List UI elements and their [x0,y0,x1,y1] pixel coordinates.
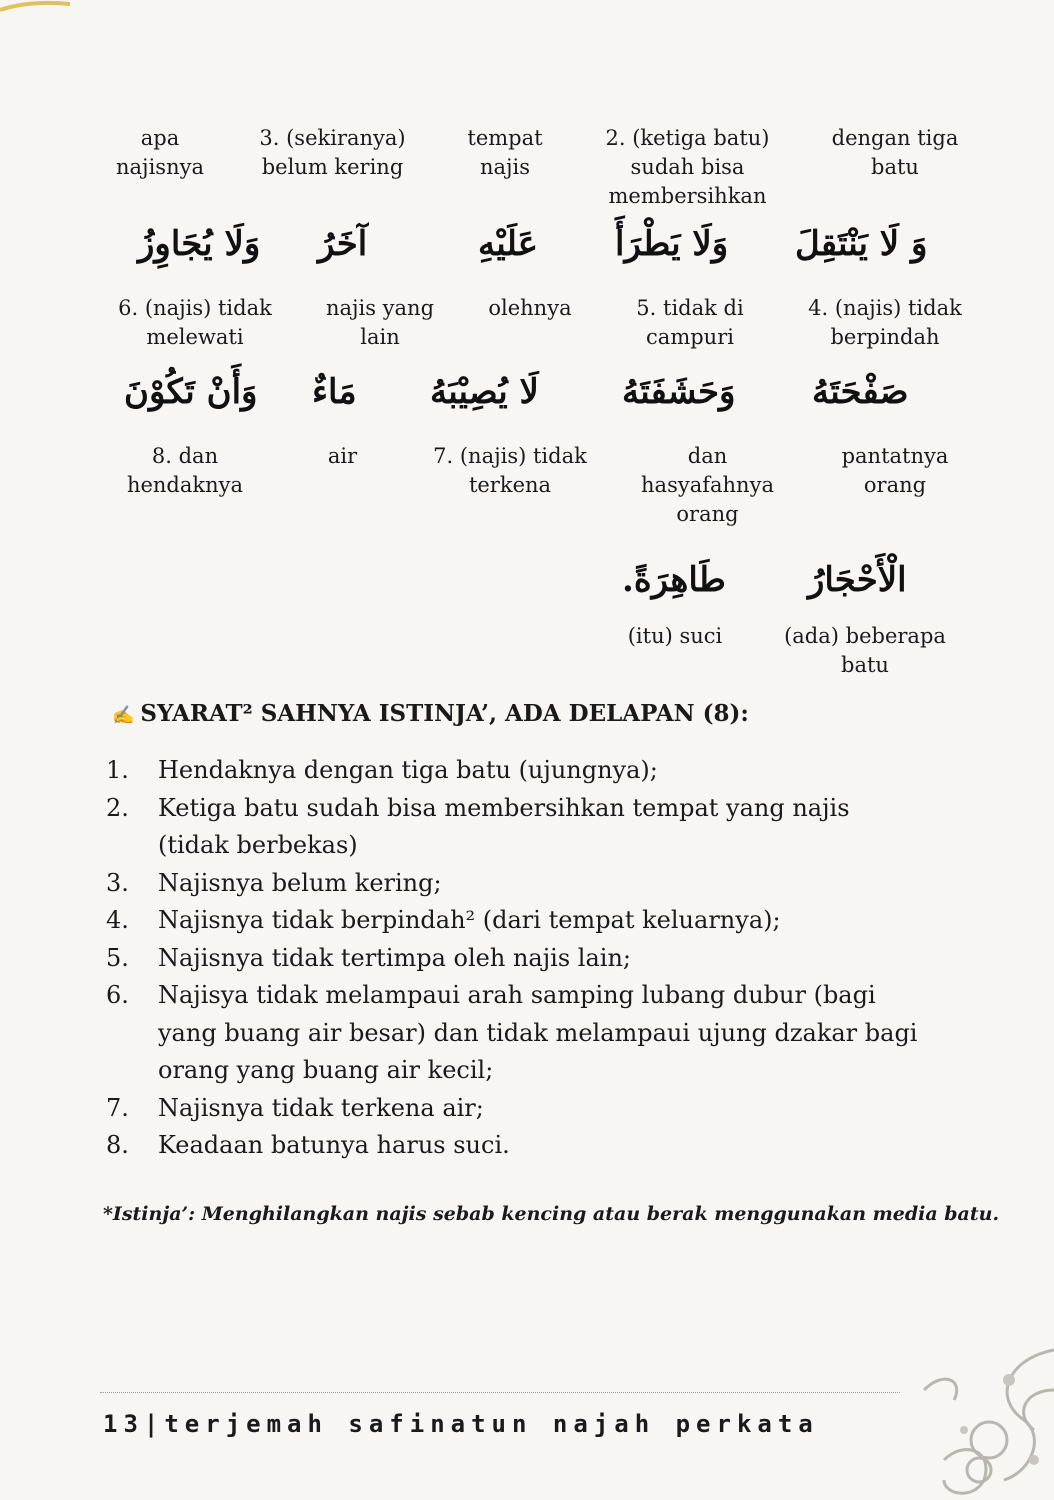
arabic-wala-yujawizu: وَلَا يُجَاوِزُ [138,224,261,264]
list-item-text: Hendaknya dengan tiga batu (ujungnya); [158,756,658,784]
section-heading [112,700,749,727]
list-item-text: Najisnya tidak tertimpa oleh najis lain; [158,943,632,972]
list-item-number: 3. [106,868,129,897]
list-item-number: 1. [106,756,129,784]
gloss-dengan-tiga-batu: dengan tiga batu [831,126,959,179]
list-item [100,1090,920,1128]
list-item-text: Ketiga batu sudah bisa membersihkan tempat yang najis (tidak berbekas) [158,793,850,859]
list-item-text: Najisnya belum kering; [158,868,442,897]
gloss-sudah-bisa-membersihkan: 2. (ketiga batu) sudah bisa membersihkan [605,126,770,208]
page-number: 13 [103,1410,144,1438]
arabic-alaihi: عَلَيْهِ [478,224,539,264]
gloss-dan-hendaknya: 8. dan hendaknya [126,444,244,497]
conditions-list [100,752,920,1165]
gloss-najis-yang-lain: najis yang lain [325,296,435,349]
list-item [100,790,920,865]
gloss-tidak-melewati: 6. (najis) tidak melewati [118,296,272,349]
gloss-tempat-najis: tempat najis [467,126,543,179]
list-item-number: 5. [106,943,129,972]
list-item [100,865,920,903]
pen-icon: ✍ [112,705,135,726]
section-heading-text: SYARAT² SAHNYA ISTINJA’, ADA DELAPAN (8): [140,700,749,727]
arabic-thahiratan: طَاهِرَةً. [622,560,726,600]
gloss-olehnya: olehnya [488,296,572,320]
gloss-pantatnya-orang: pantatnya orang [841,444,949,497]
gloss-tidak-berpindah: 4. (najis) tidak berpindah [808,296,962,349]
footer-divider [100,1392,900,1393]
page-corner-decoration [0,0,70,14]
gloss-apa-najisnya: apa najisnya [116,126,204,179]
arabic-la-yushibahu: لَا يُصِيْبَهُ [430,372,539,412]
gloss-belum-kering: 3. (sekiranya) belum kering [259,126,406,179]
list-item-number: 4. [106,906,129,934]
list-item-text: Najisnya tidak terkena air; [158,1093,484,1122]
list-item-number: 8. [106,1131,129,1159]
gloss-row-1 [100,124,980,211]
gloss-beberapa-batu: (ada) beberapa batu [784,624,946,677]
arabic-wala-yantaqil: وَ لَا يَنْتَقِلَ [795,224,928,264]
page-footer [103,1410,819,1438]
list-item-text: Najisnya tidak berpindah² (dari tempat keluarnya); [158,906,781,934]
arabic-wa-an-takuna: وَأَنْ تَكُوْنَ [124,372,258,412]
footer-separator: | [143,1410,165,1438]
arabic-al-ahjar: الْأَحْجَارُ [808,560,907,600]
floral-ornament-icon [884,1330,1054,1500]
arabic-akhar: آخَرُ [318,224,368,264]
gloss-row-2 [100,294,980,352]
list-item [100,752,920,790]
list-item-text: Keadaan batunya harus suci. [158,1131,510,1159]
gloss-tidak-dicampuri: 5. tidak di campuri [636,296,744,349]
list-item-number: 2. [106,793,129,822]
list-item [100,977,920,1090]
list-item [100,902,920,940]
gloss-itu-suci: (itu) suci [627,624,723,648]
gloss-hasyafahnya-orang: dan hasyafahnya orang [641,444,774,526]
book-title: terjemah safinatun najah perkata [164,1410,819,1438]
gloss-air: air [327,444,358,468]
list-item-text: Najisya tidak melampaui arah samping lubang dubur (bagi yang buang air besar) dan tidak melampaui ujung dzakar bagi orang yang buang air kecil; [158,981,918,1084]
list-item [100,940,920,978]
arabic-wa-hasyafatahu: وَحَشَفَتَهُ [622,372,736,412]
arabic-wala-yathra: وَلَا يَطْرَأَ [615,224,729,264]
arabic-maun: مَاءٌ [312,372,357,412]
footnote: *Istinja’: Menghilangkan najis sebab kencing atau berak menggunakan media batu. [103,1203,1000,1225]
list-item-number: 7. [106,1093,129,1122]
list-item-number: 6. [106,981,129,1009]
list-item [100,1127,920,1165]
gloss-tidak-terkena: 7. (najis) tidak terkena [433,444,587,497]
arabic-shafhatahu: صَفْحَتَهُ [812,372,909,412]
gloss-row-3 [100,442,980,529]
